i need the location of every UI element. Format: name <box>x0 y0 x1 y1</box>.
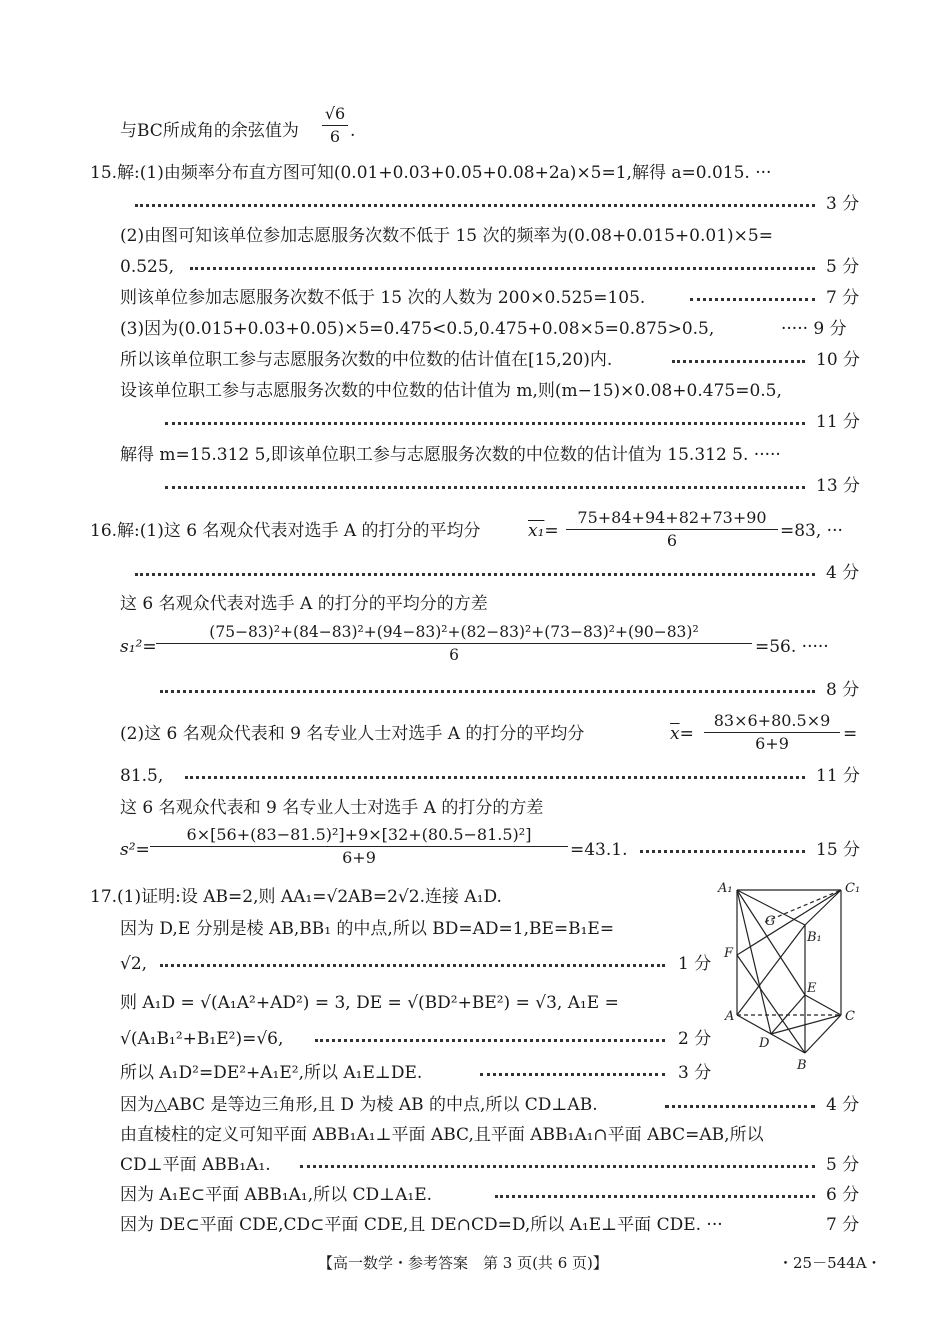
variance-symbol: s²= <box>120 840 150 860</box>
leader-dots <box>640 846 805 853</box>
fraction-bar <box>156 643 752 644</box>
fraction-bar <box>150 846 568 847</box>
segment-dc <box>771 1015 841 1034</box>
label-c1: C₁ <box>845 881 861 896</box>
question-17-line: 17.(1)证明:设 AB=2,则 AA₁=√2AB=2√2.连接 A₁D. <box>90 887 502 907</box>
fraction-denominator: 6 <box>329 127 341 146</box>
score-mark: 6 分 <box>826 1185 860 1205</box>
page-footer: 【高一数学・参考答案 第 3 页(共 6 页)】 <box>318 1254 608 1272</box>
fraction-numerator: √6 <box>324 104 346 123</box>
mean-symbol <box>528 520 559 542</box>
variance-symbol: s₁²= <box>120 637 157 657</box>
fraction-denominator: 6+9 <box>342 848 376 867</box>
fraction-numerator: 6×[56+(83−81.5)²]+9×[32+(80.5−81.5)²] <box>186 825 532 844</box>
fraction-denominator: 6 <box>666 531 678 550</box>
fraction-bar <box>322 125 348 126</box>
fraction-bar <box>704 732 840 733</box>
fraction-denominator: 6 <box>449 646 459 664</box>
score-mark: 1 分 <box>678 954 712 974</box>
score-mark: 4 分 <box>826 563 860 583</box>
fraction-numerator: 75+84+94+82+73+90 <box>577 508 767 527</box>
text-line: 设该单位职工参与志愿服务次数的中位数的估计值为 m,则(m−15)×0.08+0.475=0.5, <box>120 381 782 401</box>
label-e: E <box>807 981 817 996</box>
question-16-line: 16.解:(1)这 6 名观众代表对选手 A 的打分的平均分 <box>90 521 481 541</box>
mean-variable: x₁ <box>528 521 545 541</box>
label-c: C <box>845 1009 855 1024</box>
leader-dots <box>190 263 815 270</box>
text-line: 则 A₁D = √(A₁A²+AD²) = 3, DE = √(BD²+BE²) = √3, A₁E = <box>120 993 619 1013</box>
fraction-denominator: 6+9 <box>755 734 789 753</box>
score-mark: 7 分 <box>826 1215 860 1235</box>
equals-sign: = <box>544 521 559 541</box>
score-mark: ····· 9 分 <box>781 319 847 339</box>
fraction <box>156 622 752 665</box>
score-mark: 8 分 <box>826 680 860 700</box>
score-mark: 15 分 <box>816 840 861 860</box>
text-line: (3)因为(0.015+0.03+0.05)×5=0.475<0.5,0.475+0.08×5=0.875>0.5, <box>120 319 715 339</box>
leader-dots <box>315 1035 665 1042</box>
fraction-numerator: (75−83)²+(84−83)²+(94−83)²+(82−83)²+(73−83)²+(90−83)² <box>209 623 699 641</box>
score-mark: 13 分 <box>816 476 861 496</box>
text-line: 这 6 名观众代表和 9 名专业人士对选手 A 的打分的方差 <box>120 798 544 818</box>
mean-variable: $\overline{x}$ <box>670 724 680 744</box>
leader-dots <box>480 1069 665 1076</box>
score-mark: 2 分 <box>678 1029 712 1049</box>
text-line: 所以该单位职工参与志愿服务次数的中位数的估计值在[15,20)内. <box>120 350 613 370</box>
fraction <box>150 825 568 868</box>
text-line: 因为 A₁E⊂平面 ABB₁A₁,所以 CD⊥A₁E. <box>120 1185 433 1205</box>
segment-gc1-dashed <box>765 890 841 922</box>
text-line: =43.1. <box>570 840 628 860</box>
segment-ec <box>805 995 841 1015</box>
text-line: 解得 m=15.312 5,即该单位职工参与志愿服务次数的中位数的估计值为 15.312 5. ····· <box>120 445 781 465</box>
edge-b1c1 <box>805 890 841 925</box>
label-f: F <box>724 946 734 961</box>
edge-bc <box>805 1015 841 1053</box>
text-line: 81.5, <box>120 766 164 786</box>
label-g: G <box>765 914 776 929</box>
text-line: 0.525, <box>120 257 175 277</box>
line-text: 与BC所成角的余弦值为 <box>120 121 299 141</box>
label-a: A <box>725 1009 735 1024</box>
leader-dots <box>160 686 815 693</box>
leader-dots <box>665 1101 815 1108</box>
score-mark: 4 分 <box>826 1095 860 1115</box>
fraction <box>322 104 348 147</box>
equals-sign: = <box>679 724 694 744</box>
score-mark: 5 分 <box>826 1155 860 1175</box>
text-line: 则该单位参加志愿服务次数不低于 15 次的人数为 200×0.525=105. <box>120 288 646 308</box>
text-line: =83, ··· <box>780 521 843 541</box>
leader-dots <box>495 1191 815 1198</box>
text-line: =56. ····· <box>755 637 829 657</box>
score-mark: 5 分 <box>826 257 860 277</box>
text-line: . <box>350 121 356 141</box>
score-mark: 10 分 <box>816 350 861 370</box>
leader-dots <box>690 294 815 301</box>
equals-sign: = <box>843 724 858 744</box>
text-line: 因为 D,E 分别是棱 AB,BB₁ 的中点,所以 BD=AD=1,BE=B₁E= <box>120 919 615 939</box>
leader-dots <box>135 569 815 576</box>
question-15-line: 15.解:(1)由频率分布直方图可知(0.01+0.03+0.05+0.08+2a)×5=1,解得 a=0.015. ··· <box>90 163 772 183</box>
score-mark: 3 分 <box>826 194 860 214</box>
score-mark: 7 分 <box>826 288 860 308</box>
page-code: ・25－544A・ <box>778 1254 882 1272</box>
text-line: 由直棱柱的定义可知平面 ABB₁A₁⊥平面 ABC,且平面 ABB₁A₁∩平面 ABC=AB,所以 <box>120 1125 764 1145</box>
label-b1: B₁ <box>807 930 822 945</box>
text-line: √2, <box>120 954 148 974</box>
label-d: D <box>759 1036 770 1051</box>
segment-a1e <box>737 890 805 995</box>
text-line: 因为 DE⊂平面 CDE,CD⊂平面 CDE,且 DE∩CD=D,所以 A₁E⊥平面 CDE. ··· <box>120 1215 723 1235</box>
prism-figure <box>715 875 870 1075</box>
fraction <box>566 508 778 551</box>
leader-dots <box>185 772 805 779</box>
leader-dots <box>165 482 805 489</box>
score-mark: 11 分 <box>816 766 861 786</box>
text-line: 所以 A₁D²=DE²+A₁E²,所以 A₁E⊥DE. <box>120 1063 423 1083</box>
text-line: 这 6 名观众代表对选手 A 的打分的平均分的方差 <box>120 594 488 614</box>
label-a1: A₁ <box>718 881 733 896</box>
fraction <box>704 711 840 754</box>
leader-dots <box>300 1161 815 1168</box>
text-line: (2)由图可知该单位参加志愿服务次数不低于 15 次的频率为(0.08+0.015+0.01)×5= <box>120 226 773 246</box>
leader-dots <box>135 200 815 207</box>
text-line <box>120 120 299 142</box>
text-line: 因为△ABC 是等边三角形,且 D 为棱 AB 的中点,所以 CD⊥AB. <box>120 1095 598 1115</box>
leader-dots <box>160 960 665 967</box>
score-mark: 11 分 <box>816 412 861 432</box>
leader-dots <box>165 418 805 425</box>
label-b: B <box>797 1058 807 1073</box>
score-mark: 3 分 <box>678 1063 712 1083</box>
text-line: CD⊥平面 ABB₁A₁. <box>120 1155 271 1175</box>
fraction-bar <box>566 529 778 530</box>
leader-dots <box>672 356 805 363</box>
fraction-numerator: 83×6+80.5×9 <box>713 711 831 730</box>
mean-symbol <box>670 723 694 745</box>
text-line: (2)这 6 名观众代表和 9 名专业人士对选手 A 的打分的平均分 <box>120 724 585 744</box>
text-line: √(A₁B₁²+B₁E²)=√6, <box>120 1029 284 1049</box>
